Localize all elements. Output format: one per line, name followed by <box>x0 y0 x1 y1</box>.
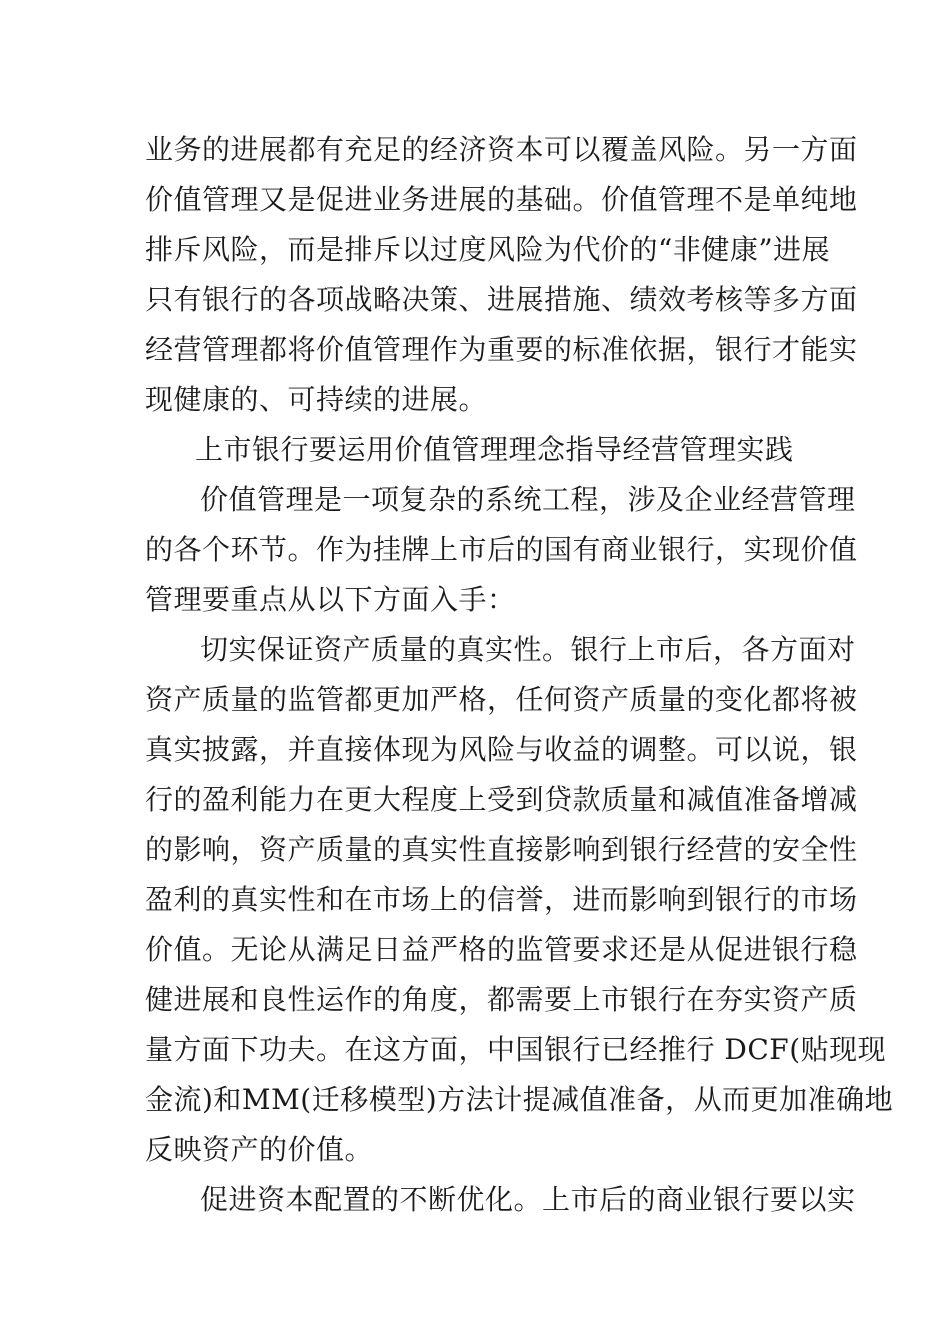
text-line: 排斥风险，而是排斥以过度风险为代价的“非健康”进展 <box>145 233 831 266</box>
text-line: 的各个环节。作为挂牌上市后的国有商业银行，实现价值 <box>145 533 858 566</box>
text-line: 健进展和良性运作的角度，都需要上市银行在夯实资产质 <box>145 983 858 1016</box>
text-line: 量方面下功夫。在这方面，中国银行已经推行 DCF(贴现现 <box>145 1033 887 1066</box>
text-line: 价值管理是一项复杂的系统工程，涉及企业经营管理 <box>200 483 856 516</box>
text-line: 盈利的真实性和在市场上的信誉，进而影响到银行的市场 <box>145 883 858 916</box>
text-line: 业务的进展都有充足的经济资本可以覆盖风险。另一方面 <box>145 133 858 166</box>
text-line: 管理要重点从以下方面入手： <box>145 583 516 616</box>
text-line: 价值管理又是促进业务进展的基础。价值管理不是单纯地 <box>145 183 858 216</box>
text-line: 反映资产的价值。 <box>145 1133 374 1166</box>
text-line: 经营管理都将价值管理作为重要的标准依据，银行才能实 <box>145 333 858 366</box>
text-line: 切实保证资产质量的真实性。银行上市后，各方面对 <box>200 633 856 666</box>
text-line: 价值。无论从满足日益严格的监管要求还是从促进银行稳 <box>145 933 858 966</box>
text-line: 金流)和MM(迁移模型)方法计提减值准备，从而更加准确地 <box>145 1083 894 1116</box>
section-heading: 上市银行要运用价值管理理念指导经营管理实践 <box>195 433 794 466</box>
text-line: 促进资本配置的不断优化。上市后的商业银行要以实 <box>200 1183 856 1216</box>
text-line: 资产质量的监管都更加严格，任何资产质量的变化都将被 <box>145 683 858 716</box>
text-line: 的影响，资产质量的真实性直接影响到银行经营的安全性 <box>145 833 858 866</box>
text-line: 真实披露，并直接体现为风险与收益的调整。可以说，银 <box>145 733 858 766</box>
text-line: 只有银行的各项战略决策、进展措施、绩效考核等多方面 <box>145 283 858 316</box>
text-line: 现健康的、可持续的进展。 <box>145 383 488 416</box>
text-line: 行的盈利能力在更大程度上受到贷款质量和减值准备增减 <box>145 783 858 816</box>
